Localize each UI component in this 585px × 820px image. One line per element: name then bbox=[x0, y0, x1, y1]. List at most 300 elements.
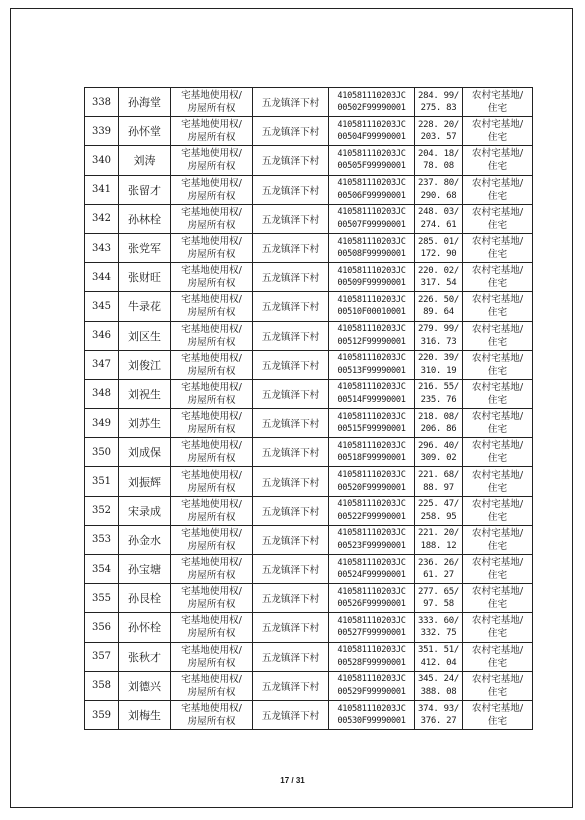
property-code-cell bbox=[329, 321, 415, 350]
right-type-cell-line: 房屋所有权 bbox=[187, 394, 236, 406]
location-cell: 五龙镇泽下村 bbox=[253, 175, 329, 204]
land-use-cell-line: 农村宅基地/ bbox=[471, 381, 524, 393]
location-cell: 五龙镇泽下村 bbox=[253, 350, 329, 379]
land-use-cell bbox=[463, 117, 533, 146]
area-cell-line: 310. 19 bbox=[420, 365, 457, 376]
owner-name-cell: 刘振辉 bbox=[119, 467, 171, 496]
owner-name-cell: 张留才 bbox=[119, 175, 171, 204]
land-use-cell-line: 住宅 bbox=[487, 336, 508, 348]
land-use-cell-line: 农村宅基地/ bbox=[471, 586, 524, 598]
area-cell bbox=[415, 409, 463, 438]
land-use-cell bbox=[463, 409, 533, 438]
property-code-cell bbox=[329, 700, 415, 729]
land-use-cell-line: 农村宅基地/ bbox=[471, 90, 524, 102]
right-type-cell-line: 宅基地使用权/ bbox=[181, 469, 242, 481]
property-code-cell-line: 410581110203JC bbox=[337, 470, 406, 481]
area-cell-line: 220. 39/ bbox=[418, 353, 459, 364]
area-cell bbox=[415, 700, 463, 729]
right-type-cell-line: 房屋所有权 bbox=[187, 453, 236, 465]
property-code-cell-line: 410581110203JC bbox=[337, 703, 406, 714]
property-code-cell bbox=[329, 642, 415, 671]
right-type-cell-line: 宅基地使用权/ bbox=[181, 644, 242, 656]
property-code-cell-line: 410581110203JC bbox=[337, 411, 406, 422]
land-use-cell bbox=[463, 642, 533, 671]
area-cell bbox=[415, 496, 463, 525]
owner-name-cell: 孙怀堂 bbox=[119, 117, 171, 146]
property-code-cell-line: 410581110203JC bbox=[337, 557, 406, 568]
area-cell-line: 225. 47/ bbox=[418, 499, 459, 510]
land-use-cell-line: 住宅 bbox=[487, 103, 508, 115]
property-code-cell-line: 410581110203JC bbox=[337, 440, 406, 451]
location-cell: 五龙镇泽下村 bbox=[253, 263, 329, 292]
property-code-cell-line: 00505F99990001 bbox=[337, 161, 406, 172]
area-cell bbox=[415, 350, 463, 379]
location-cell: 五龙镇泽下村 bbox=[253, 700, 329, 729]
area-cell bbox=[415, 117, 463, 146]
right-type-cell bbox=[171, 321, 253, 350]
table-row bbox=[85, 642, 533, 671]
land-use-cell-line: 住宅 bbox=[487, 190, 508, 202]
area-cell-line: 351. 51/ bbox=[418, 645, 459, 656]
right-type-cell-line: 宅基地使用权/ bbox=[181, 352, 242, 364]
property-code-cell-line: 00508F99990001 bbox=[337, 249, 406, 260]
area-cell-line: 78. 08 bbox=[423, 161, 454, 172]
area-cell-line: 206. 86 bbox=[420, 424, 457, 435]
table-row bbox=[85, 321, 533, 350]
area-cell-line: 309. 02 bbox=[420, 453, 457, 464]
area-cell bbox=[415, 204, 463, 233]
right-type-cell-line: 房屋所有权 bbox=[187, 307, 236, 319]
area-cell-line: 218. 08/ bbox=[418, 411, 459, 422]
right-type-cell-line: 房屋所有权 bbox=[187, 599, 236, 611]
land-use-cell-line: 农村宅基地/ bbox=[471, 265, 524, 277]
property-code-cell-line: 00513F99990001 bbox=[337, 365, 406, 376]
table-row bbox=[85, 700, 533, 729]
right-type-cell-line: 宅基地使用权/ bbox=[181, 381, 242, 393]
right-type-cell-line: 房屋所有权 bbox=[187, 219, 236, 231]
area-cell bbox=[415, 555, 463, 584]
location-cell: 五龙镇泽下村 bbox=[253, 321, 329, 350]
area-cell-line: 221. 20/ bbox=[418, 528, 459, 539]
area-cell-line: 277. 65/ bbox=[418, 586, 459, 597]
location-cell: 五龙镇泽下村 bbox=[253, 438, 329, 467]
land-use-cell bbox=[463, 379, 533, 408]
right-type-cell bbox=[171, 292, 253, 321]
property-code-cell-line: 410581110203JC bbox=[337, 90, 406, 101]
location-cell: 五龙镇泽下村 bbox=[253, 496, 329, 525]
location-cell: 五龙镇泽下村 bbox=[253, 642, 329, 671]
right-type-cell-line: 房屋所有权 bbox=[187, 365, 236, 377]
area-cell-line: 89. 64 bbox=[423, 307, 454, 318]
right-type-cell-line: 宅基地使用权/ bbox=[181, 498, 242, 510]
area-cell-line: 274. 61 bbox=[420, 219, 457, 230]
property-code-cell bbox=[329, 525, 415, 554]
location-cell: 五龙镇泽下村 bbox=[253, 525, 329, 554]
land-use-cell-line: 住宅 bbox=[487, 394, 508, 406]
area-cell-line: 236. 26/ bbox=[418, 557, 459, 568]
land-use-cell-line: 住宅 bbox=[487, 219, 508, 231]
area-cell bbox=[415, 642, 463, 671]
owner-name-cell: 刘祝生 bbox=[119, 379, 171, 408]
table-row bbox=[85, 555, 533, 584]
property-code-cell-line: 410581110203JC bbox=[337, 615, 406, 626]
property-code-cell-line: 410581110203JC bbox=[337, 324, 406, 335]
land-use-cell bbox=[463, 496, 533, 525]
property-code-cell-line: 00514F99990001 bbox=[337, 394, 406, 405]
property-code-cell-line: 410581110203JC bbox=[337, 674, 406, 685]
land-use-cell-line: 农村宅基地/ bbox=[471, 644, 524, 656]
owner-name-cell: 孙怀栓 bbox=[119, 613, 171, 642]
right-type-cell-line: 宅基地使用权/ bbox=[181, 90, 242, 102]
land-use-cell-line: 住宅 bbox=[487, 307, 508, 319]
area-cell-line: 97. 58 bbox=[423, 599, 454, 610]
land-use-cell-line: 住宅 bbox=[487, 716, 508, 728]
row-number-cell: 341 bbox=[85, 175, 119, 204]
area-cell bbox=[415, 613, 463, 642]
area-cell-line: 248. 03/ bbox=[418, 207, 459, 218]
table-row bbox=[85, 233, 533, 262]
table-row bbox=[85, 350, 533, 379]
property-code-cell bbox=[329, 117, 415, 146]
location-cell: 五龙镇泽下村 bbox=[253, 409, 329, 438]
location-cell: 五龙镇泽下村 bbox=[253, 467, 329, 496]
row-number-cell: 357 bbox=[85, 642, 119, 671]
area-cell-line: 216. 55/ bbox=[418, 382, 459, 393]
area-cell bbox=[415, 467, 463, 496]
right-type-cell bbox=[171, 263, 253, 292]
area-cell-line: 235. 76 bbox=[420, 394, 457, 405]
property-code-cell bbox=[329, 263, 415, 292]
row-number-cell: 343 bbox=[85, 233, 119, 262]
area-cell-line: 275. 83 bbox=[420, 103, 457, 114]
owner-name-cell: 张财旺 bbox=[119, 263, 171, 292]
area-cell bbox=[415, 146, 463, 175]
area-cell-line: 296. 40/ bbox=[418, 440, 459, 451]
land-use-cell-line: 农村宅基地/ bbox=[471, 527, 524, 539]
right-type-cell-line: 宅基地使用权/ bbox=[181, 323, 242, 335]
right-type-cell bbox=[171, 700, 253, 729]
property-code-cell-line: 410581110203JC bbox=[337, 236, 406, 247]
area-cell bbox=[415, 379, 463, 408]
property-code-cell-line: 410581110203JC bbox=[337, 148, 406, 159]
property-code-cell-line: 00502F99990001 bbox=[337, 103, 406, 114]
table-row bbox=[85, 671, 533, 700]
area-cell-line: 221. 68/ bbox=[418, 470, 459, 481]
right-type-cell bbox=[171, 671, 253, 700]
area-cell-line: 374. 93/ bbox=[418, 703, 459, 714]
location-cell: 五龙镇泽下村 bbox=[253, 233, 329, 262]
row-number-cell: 348 bbox=[85, 379, 119, 408]
property-code-cell bbox=[329, 584, 415, 613]
owner-name-cell: 刘区生 bbox=[119, 321, 171, 350]
owner-name-cell: 刘苏生 bbox=[119, 409, 171, 438]
property-registry-table bbox=[84, 87, 533, 730]
property-code-cell bbox=[329, 204, 415, 233]
right-type-cell bbox=[171, 613, 253, 642]
location-cell: 五龙镇泽下村 bbox=[253, 117, 329, 146]
row-number-cell: 356 bbox=[85, 613, 119, 642]
right-type-cell-line: 房屋所有权 bbox=[187, 570, 236, 582]
right-type-cell bbox=[171, 584, 253, 613]
land-use-cell bbox=[463, 438, 533, 467]
area-cell-line: 228. 20/ bbox=[418, 119, 459, 130]
location-cell: 五龙镇泽下村 bbox=[253, 292, 329, 321]
owner-name-cell: 孙海堂 bbox=[119, 88, 171, 117]
land-use-cell bbox=[463, 233, 533, 262]
right-type-cell-line: 宅基地使用权/ bbox=[181, 119, 242, 131]
land-use-cell-line: 住宅 bbox=[487, 657, 508, 669]
land-use-cell-line: 住宅 bbox=[487, 482, 508, 494]
right-type-cell-line: 房屋所有权 bbox=[187, 716, 236, 728]
owner-name-cell: 刘俊江 bbox=[119, 350, 171, 379]
right-type-cell-line: 宅基地使用权/ bbox=[181, 586, 242, 598]
area-cell-line: 345. 24/ bbox=[418, 674, 459, 685]
land-use-cell-line: 住宅 bbox=[487, 628, 508, 640]
location-cell: 五龙镇泽下村 bbox=[253, 204, 329, 233]
row-number-cell: 346 bbox=[85, 321, 119, 350]
area-cell-line: 88. 97 bbox=[423, 482, 454, 493]
page-number: 17 / 31 bbox=[280, 776, 305, 785]
land-use-cell-line: 住宅 bbox=[487, 132, 508, 144]
owner-name-cell: 刘德兴 bbox=[119, 671, 171, 700]
property-code-cell bbox=[329, 88, 415, 117]
area-cell-line: 290. 68 bbox=[420, 190, 457, 201]
table-row bbox=[85, 467, 533, 496]
row-number-cell: 352 bbox=[85, 496, 119, 525]
right-type-cell bbox=[171, 642, 253, 671]
area-cell-line: 61. 27 bbox=[423, 570, 454, 581]
land-use-cell-line: 农村宅基地/ bbox=[471, 177, 524, 189]
land-use-cell-line: 农村宅基地/ bbox=[471, 323, 524, 335]
right-type-cell-line: 房屋所有权 bbox=[187, 278, 236, 290]
owner-name-cell: 刘梅生 bbox=[119, 700, 171, 729]
property-code-cell bbox=[329, 292, 415, 321]
area-cell-line: 172. 90 bbox=[420, 249, 457, 260]
land-use-cell-line: 农村宅基地/ bbox=[471, 352, 524, 364]
property-code-cell-line: 410581110203JC bbox=[337, 119, 406, 130]
table-row bbox=[85, 438, 533, 467]
right-type-cell-line: 房屋所有权 bbox=[187, 482, 236, 494]
land-use-cell bbox=[463, 613, 533, 642]
land-use-cell-line: 农村宅基地/ bbox=[471, 557, 524, 569]
property-code-cell bbox=[329, 467, 415, 496]
row-number-cell: 355 bbox=[85, 584, 119, 613]
area-cell-line: 388. 08 bbox=[420, 686, 457, 697]
area-cell-line: 317. 54 bbox=[420, 278, 457, 289]
area-cell bbox=[415, 88, 463, 117]
land-use-cell-line: 住宅 bbox=[487, 453, 508, 465]
right-type-cell-line: 房屋所有权 bbox=[187, 249, 236, 261]
property-code-cell bbox=[329, 350, 415, 379]
table-row bbox=[85, 496, 533, 525]
property-code-cell-line: 410581110203JC bbox=[337, 353, 406, 364]
property-code-cell bbox=[329, 438, 415, 467]
land-use-cell-line: 农村宅基地/ bbox=[471, 615, 524, 627]
right-type-cell-line: 宅基地使用权/ bbox=[181, 557, 242, 569]
property-code-cell-line: 410581110203JC bbox=[337, 207, 406, 218]
area-cell-line: 188. 12 bbox=[420, 540, 457, 551]
row-number-cell: 344 bbox=[85, 263, 119, 292]
location-cell: 五龙镇泽下村 bbox=[253, 555, 329, 584]
property-code-cell-line: 00522F99990001 bbox=[337, 511, 406, 522]
table-row bbox=[85, 379, 533, 408]
land-use-cell bbox=[463, 350, 533, 379]
land-use-cell-line: 农村宅基地/ bbox=[471, 673, 524, 685]
property-code-cell-line: 410581110203JC bbox=[337, 499, 406, 510]
property-code-cell-line: 410581110203JC bbox=[337, 265, 406, 276]
area-cell-line: 285. 01/ bbox=[418, 236, 459, 247]
property-code-cell bbox=[329, 175, 415, 204]
row-number-cell: 338 bbox=[85, 88, 119, 117]
land-use-cell bbox=[463, 467, 533, 496]
right-type-cell bbox=[171, 88, 253, 117]
right-type-cell-line: 宅基地使用权/ bbox=[181, 265, 242, 277]
area-cell bbox=[415, 292, 463, 321]
right-type-cell-line: 宅基地使用权/ bbox=[181, 527, 242, 539]
property-code-cell bbox=[329, 555, 415, 584]
land-use-cell bbox=[463, 321, 533, 350]
property-code-cell-line: 410581110203JC bbox=[337, 528, 406, 539]
land-use-cell bbox=[463, 525, 533, 554]
owner-name-cell: 牛录花 bbox=[119, 292, 171, 321]
right-type-cell bbox=[171, 525, 253, 554]
area-cell-line: 203. 57 bbox=[420, 132, 457, 143]
right-type-cell bbox=[171, 555, 253, 584]
property-code-cell-line: 00524F99990001 bbox=[337, 570, 406, 581]
right-type-cell-line: 房屋所有权 bbox=[187, 511, 236, 523]
land-use-cell-line: 农村宅基地/ bbox=[471, 469, 524, 481]
right-type-cell-line: 宅基地使用权/ bbox=[181, 440, 242, 452]
land-use-cell-line: 农村宅基地/ bbox=[471, 148, 524, 160]
area-cell-line: 220. 02/ bbox=[418, 265, 459, 276]
land-use-cell-line: 住宅 bbox=[487, 365, 508, 377]
property-code-cell bbox=[329, 409, 415, 438]
owner-name-cell: 孙宝塘 bbox=[119, 555, 171, 584]
table-row bbox=[85, 146, 533, 175]
property-code-cell-line: 410581110203JC bbox=[337, 586, 406, 597]
location-cell: 五龙镇泽下村 bbox=[253, 88, 329, 117]
land-use-cell bbox=[463, 584, 533, 613]
area-cell-line: 332. 75 bbox=[420, 628, 457, 639]
property-code-cell-line: 00528F99990001 bbox=[337, 657, 406, 668]
right-type-cell bbox=[171, 146, 253, 175]
area-cell bbox=[415, 175, 463, 204]
land-use-cell bbox=[463, 204, 533, 233]
right-type-cell bbox=[171, 438, 253, 467]
property-code-cell-line: 410581110203JC bbox=[337, 178, 406, 189]
right-type-cell-line: 宅基地使用权/ bbox=[181, 206, 242, 218]
table-row bbox=[85, 525, 533, 554]
property-code-cell-line: 410581110203JC bbox=[337, 645, 406, 656]
property-code-cell-line: 00507F99990001 bbox=[337, 219, 406, 230]
row-number-cell: 347 bbox=[85, 350, 119, 379]
row-number-cell: 354 bbox=[85, 555, 119, 584]
land-use-cell-line: 农村宅基地/ bbox=[471, 411, 524, 423]
location-cell: 五龙镇泽下村 bbox=[253, 584, 329, 613]
property-code-cell-line: 00529F99990001 bbox=[337, 686, 406, 697]
land-use-cell bbox=[463, 292, 533, 321]
land-use-cell bbox=[463, 88, 533, 117]
right-type-cell bbox=[171, 409, 253, 438]
property-code-cell bbox=[329, 496, 415, 525]
property-code-cell bbox=[329, 671, 415, 700]
land-use-cell-line: 住宅 bbox=[487, 249, 508, 261]
right-type-cell-line: 房屋所有权 bbox=[187, 628, 236, 640]
area-cell bbox=[415, 233, 463, 262]
property-code-cell-line: 00527F99990001 bbox=[337, 628, 406, 639]
row-number-cell: 353 bbox=[85, 525, 119, 554]
right-type-cell-line: 房屋所有权 bbox=[187, 540, 236, 552]
right-type-cell-line: 房屋所有权 bbox=[187, 686, 236, 698]
property-code-cell-line: 410581110203JC bbox=[337, 382, 406, 393]
land-use-cell-line: 住宅 bbox=[487, 570, 508, 582]
area-cell bbox=[415, 584, 463, 613]
table-row bbox=[85, 409, 533, 438]
land-use-cell-line: 农村宅基地/ bbox=[471, 294, 524, 306]
owner-name-cell: 宋录成 bbox=[119, 496, 171, 525]
land-use-cell bbox=[463, 700, 533, 729]
property-code-cell-line: 00518F99990001 bbox=[337, 453, 406, 464]
location-cell: 五龙镇泽下村 bbox=[253, 613, 329, 642]
location-cell: 五龙镇泽下村 bbox=[253, 379, 329, 408]
area-cell-line: 279. 99/ bbox=[418, 324, 459, 335]
table-row bbox=[85, 88, 533, 117]
right-type-cell bbox=[171, 379, 253, 408]
table-row bbox=[85, 292, 533, 321]
right-type-cell-line: 宅基地使用权/ bbox=[181, 411, 242, 423]
right-type-cell bbox=[171, 350, 253, 379]
right-type-cell-line: 宅基地使用权/ bbox=[181, 294, 242, 306]
property-code-cell-line: 00515F99990001 bbox=[337, 424, 406, 435]
right-type-cell bbox=[171, 204, 253, 233]
right-type-cell-line: 房屋所有权 bbox=[187, 132, 236, 144]
property-code-cell bbox=[329, 613, 415, 642]
property-code-cell bbox=[329, 146, 415, 175]
row-number-cell: 342 bbox=[85, 204, 119, 233]
row-number-cell: 345 bbox=[85, 292, 119, 321]
land-use-cell-line: 农村宅基地/ bbox=[471, 119, 524, 131]
property-code-cell-line: 00530F99990001 bbox=[337, 716, 406, 727]
row-number-cell: 351 bbox=[85, 467, 119, 496]
row-number-cell: 359 bbox=[85, 700, 119, 729]
land-use-cell-line: 住宅 bbox=[487, 686, 508, 698]
right-type-cell-line: 宅基地使用权/ bbox=[181, 703, 242, 715]
area-cell bbox=[415, 671, 463, 700]
right-type-cell-line: 宅基地使用权/ bbox=[181, 177, 242, 189]
land-use-cell-line: 农村宅基地/ bbox=[471, 498, 524, 510]
area-cell-line: 333. 60/ bbox=[418, 615, 459, 626]
table-row bbox=[85, 175, 533, 204]
area-cell bbox=[415, 438, 463, 467]
location-cell: 五龙镇泽下村 bbox=[253, 146, 329, 175]
property-code-cell-line: 410581110203JC bbox=[337, 294, 406, 305]
area-cell-line: 237. 80/ bbox=[418, 178, 459, 189]
area-cell bbox=[415, 321, 463, 350]
table-row bbox=[85, 204, 533, 233]
area-cell bbox=[415, 263, 463, 292]
right-type-cell bbox=[171, 467, 253, 496]
property-code-cell-line: 00520F99990001 bbox=[337, 482, 406, 493]
property-code-cell bbox=[329, 233, 415, 262]
row-number-cell: 358 bbox=[85, 671, 119, 700]
land-use-cell bbox=[463, 671, 533, 700]
table-body bbox=[85, 88, 533, 730]
right-type-cell bbox=[171, 496, 253, 525]
property-code-cell bbox=[329, 379, 415, 408]
right-type-cell bbox=[171, 117, 253, 146]
property-code-cell-line: 00509F99990001 bbox=[337, 278, 406, 289]
land-use-cell bbox=[463, 175, 533, 204]
